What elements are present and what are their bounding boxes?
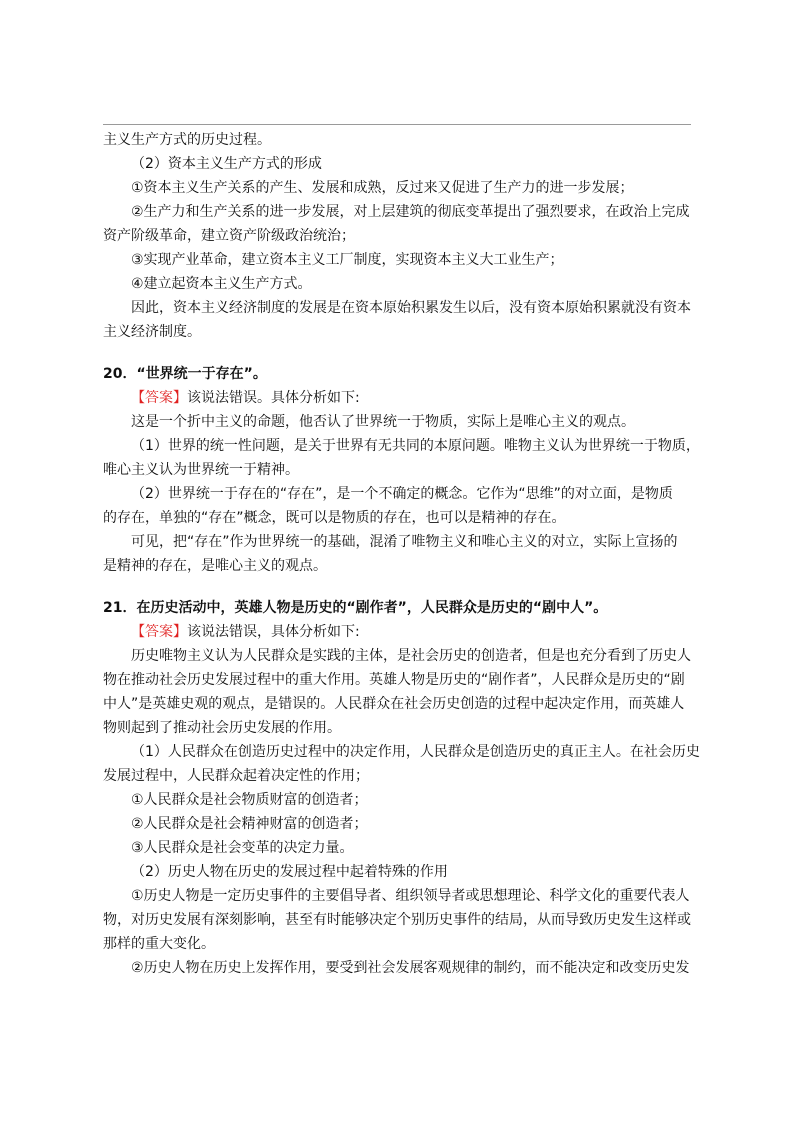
- page-content: [103, 128, 700, 980]
- paragraph-line: 可见，把“存在”作为世界统一的基础，混淆了唯物主义和唯心主义的对立，实际上宣扬的: [131, 534, 678, 550]
- question-20-section: [103, 362, 700, 578]
- header-rule: [103, 124, 691, 125]
- paragraph-line: 主义生产方式的历史过程。: [103, 132, 271, 148]
- paragraph-line: ①资本主义生产关系的产生、发展和成熟，反过来又促进了生产力的进一步发展；: [131, 180, 634, 196]
- paragraph-line: 历史唯物主义认为人民群众是实践的主体，是社会历史的创造者，但是也充分看到了历史人: [131, 648, 691, 664]
- answer-label: 【答案】: [131, 390, 187, 406]
- answer-text: 该说法错误，具体分析如下:: [187, 624, 360, 640]
- paragraph-line: 物在推动社会历史发展过程中的重大作用。英雄人物是历史的“剧作者”，人民群众是历史的“剧: [103, 672, 685, 688]
- paragraph-line: 主义经济制度。: [103, 324, 201, 340]
- paragraph-line: ②历史人物在历史上发挥作用，要受到社会发展客观规律的制约，而不能决定和改变历史发: [131, 960, 690, 976]
- answer-label: 【答案】: [131, 624, 187, 640]
- paragraph-line: 的存在，单独的“存在”概念，既可以是物质的存在，也可以是精神的存在。: [103, 510, 566, 526]
- paragraph-line: ④建立起资本主义生产方式。: [131, 276, 312, 292]
- paragraph-line: 物，对历史发展有深刻影响，甚至有时能够决定个别历史事件的结局，从而导致历史发生这样或: [103, 912, 691, 928]
- paragraph-line: ③人民群众是社会变革的决定力量。: [131, 840, 354, 856]
- paragraph-line: 中人”是英雄史观的观点，是错误的。人民群众在社会历史创造的过程中起决定作用，而英雄人: [103, 696, 685, 712]
- paragraph-line: 是精神的存在，是唯心主义的观点。: [103, 558, 327, 574]
- answer-text: 该说法错误。具体分析如下:: [187, 390, 360, 406]
- question-21-section: [103, 596, 700, 980]
- paragraph-line: 资产阶级革命，建立资产阶级政治统治；: [103, 228, 355, 244]
- paragraph-line: 那样的重大变化。: [103, 936, 215, 952]
- paragraph-line: 因此，资本主义经济制度的发展是在资本原始积累发生以后，没有资本原始积累就没有资本: [131, 300, 691, 316]
- question-title: 20．“世界统一于存在”。: [103, 366, 267, 382]
- continuation-section: [103, 128, 693, 344]
- paragraph-line: 物则起到了推动社会历史发展的作用。: [103, 720, 341, 736]
- paragraph-line: ②生产力和生产关系的进一步发展，对上层建筑的彻底变革提出了强烈要求，在政治上完成: [131, 204, 690, 220]
- paragraph-line: 唯心主义认为世界统一于精神。: [103, 462, 299, 478]
- paragraph-line: 这是一个折中主义的命题，他否认了世界统一于物质，实际上是唯心主义的观点。: [131, 414, 635, 430]
- question-title: 21．在历史活动中，英雄人物是历史的“剧作者”，人民群众是历史的“剧中人”。: [103, 600, 608, 616]
- paragraph-line: 发展过程中，人民群众起着决定性的作用；: [103, 768, 369, 784]
- paragraph-line: （1）人民群众在创造历史过程中的决定作用，人民群众是创造历史的真正主人。在社会历史: [131, 744, 700, 760]
- paragraph-line: ①历史人物是一定历史事件的主要倡导者、组织领导者或思想理论、科学文化的重要代表人: [131, 888, 690, 904]
- answer-line: [103, 620, 693, 644]
- answer-line: [103, 386, 693, 410]
- paragraph-line: （2）资本主义生产方式的形成: [131, 156, 322, 172]
- paragraph-line: ②人民群众是社会精神财富的创造者；: [131, 816, 368, 832]
- paragraph-line: （1）世界的统一性问题，是关于世界有无共同的本原问题。唯物主义认为世界统一于物质，: [131, 438, 700, 454]
- paragraph-line: （2）历史人物在历史的发展过程中起着特殊的作用: [131, 864, 448, 880]
- paragraph-line: （2）世界统一于存在的“存在”，是一个不确定的概念。它作为“思维”的对立面，是物质: [131, 486, 673, 502]
- paragraph-line: ③实现产业革命，建立资本主义工厂制度，实现资本主义大工业生产；: [131, 252, 564, 268]
- paragraph-line: ①人民群众是社会物质财富的创造者；: [131, 792, 368, 808]
